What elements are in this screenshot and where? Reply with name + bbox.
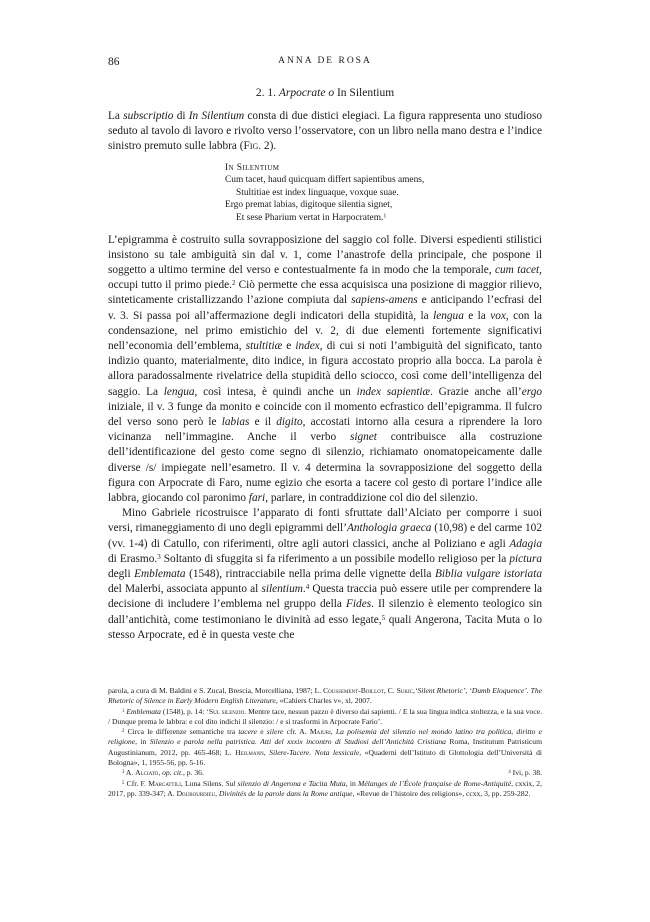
poem-line: Ergo premat labias, digitoque silentia signet, — [225, 200, 393, 211]
section-title-roman: In Silentium — [336, 87, 395, 99]
section-title — [108, 86, 542, 100]
footnote-2: $^2$ Circa le differenze semantiche tra tacere e silere cfr. A. Majuri, La polisemia del silenzio nel mondo latino tra politica, diritto e religione, in Silenzio e parola nella patristica. Atti del xxxix incontro di Studiosi dell’Antichità Cristiana Roma, Institutum Patristicum Augustinianum, 2012, pp. 465-468; L. Heilmann, Silere-Tacere. Nota lessicale, «Quaderni dell’Istituto di Glottologia dell’Università di Bologna», 1, 1955-56, pp. 5-16. — [108, 727, 543, 768]
running-head: ANNA DE ROSA — [278, 56, 372, 66]
footnote-3: $^3$ A. Alciato, op. cit., p. 36. — [122, 768, 204, 778]
poem-line: Cum tacet, haud quicquam differt sapientibus amens, — [225, 175, 425, 186]
main-text — [108, 86, 542, 643]
footnote-continuation: parola, a cura di M. Baldini e S. Zucal, Brescia, Morcelliana, 1987; L. Coussement-Boillot, C. Sukic,‘Silent Rhetoric’, ‘Dumb Eloquence’. The Rhetoric of Silence in Early Modern English Literature, «Cahiers Charles v», xl, 2007. — [108, 686, 543, 706]
intro-paragraph: La subscriptio di In Silentium consta di due distici elegiaci. La figura rappresenta uno studioso seduto al tavolo di lavoro e rivolto verso l’osservatore, con un libro nella mano destra e l’indice sinistro premuto sulle labbra (Fig. 2). — [108, 110, 542, 153]
poem-line: Stultitiae est index linguaque, voxque suae. — [236, 187, 399, 198]
footnote-ref[interactable]: 1 — [383, 213, 387, 220]
footnote-row — [108, 768, 542, 778]
section-title-italic: Arpocrate o — [278, 87, 335, 99]
footnote-ref[interactable]: 2 — [231, 279, 236, 288]
section-number: 2. 1. — [255, 87, 276, 99]
figure-reference[interactable]: Fig. 2 — [243, 140, 270, 153]
page-number: 86 — [108, 56, 120, 68]
page-header — [108, 56, 542, 72]
poem-block — [225, 162, 542, 225]
footnote-ref[interactable]: 3 — [157, 552, 161, 561]
footnote-4: $^4$ Ivi, p. 38. — [508, 768, 542, 778]
body-paragraph: L’epigramma è costruito sulla sovrapposizione del saggio col folle. Diversi espedienti stilistici insistono su tale ambiguità sin dal v. 1, come l’anastrofe della principale, che pospone il soggetto a ultimo termine del verso e contestualmente fa in modo che la temporale, cum tacet, occupi tutto il primo piede.$^2$ Ciò permette che essa acquisisca una posizione di maggior rilievo, sinteticamente cristallizzando l’azione compiuta dal sapiens-amens e anticipando l’ecfrasi del v. 3. Si passa poi all’affermazione degli indicatori della stupidità, la lengua e la vox, con la condensazione, nel primo emistichio del v. 2, di due elementi fortemente significativi nell’economia dell’emblema, stultitiæ e index, di cui si noti l’ambiguità del significato, tanto indizio quanto, materialmente, dito indice, in figura accostato proprio alla bocca. La parola è allora paradossalmente rivelatrice della stupidità dello sciocco, così come dell’intelligenza del saggio. La lengua, così intesa, è quindi anche un index sapientiæ. Grazie anche all’ergo iniziale, il v. 3 funge da monito e coincide con il momento ecfrastico dell’epigramma. Il fulcro del verso sono però le labias e il digito, accostati intorno alla cesura a riprendere la loro vicinanza nell’immagine. Anche il verbo signet contribuisce alla costruzione dell’identificazione del gesto come segno di silenzio, richiamato onomatopeicamente dalle diverse /s/ impiegate nell’esametro. Il v. 4 determina la sovrapposizione del soggetto della figura con Arpocrate di Faro, nume egizio che esorta a tacere col gesto di portare l’indice alle labbra, giocando col paronimo fari, parlare, in contraddizione col dio del silenzio. — [108, 233, 543, 505]
footnote-1: $^1$ Emblemata (1548), p. 14: ‘Sul silenzio. Mentre tace, nessun pazzo è diverso dai sapienti. / E la sua lingua indica stoltezza, e la sua voce. / Dunque prema le labbra: e col dito indichi il silenzio: / e si trasformi in Arpocrate Fario’. — [108, 706, 542, 726]
poem-title: In Silentium — [225, 162, 280, 173]
footnote-5: $^5$ Cfr. F. Marcattili, Luna Silens. Sul silenzio di Angerona e Tacita Muta, in Mélanges de l’École française de Rome-Antiquité, cxxix, 2, 2017, pp. 339-347; A. Doubourdieu, Divinités de la parole dans la Rome antique, «Revue de l’histoire des religions», ccxx, 3, pp. 259-282. — [108, 778, 542, 798]
footnotes — [108, 686, 542, 799]
footnote-ref[interactable]: 5 — [381, 613, 386, 622]
footnote-ref[interactable]: 4 — [305, 583, 310, 592]
poem-line: Et sese Pharium vertat in Harpocratem.$^1$ — [236, 212, 387, 223]
body-paragraph: Mino Gabriele ricostruisce l’apparato di fonti sfruttate dall’Alciato per comporre i suoi versi, rimaneggiamento di uno degli epigrammi dell’Anthologia graeca (10,98) e del carme 102 (vv. 1-4) di Catullo, con riferimenti, oltre agli autori classici, anche al Poliziano e agli Adagia di Erasmo.$^3$ Soltanto di sfuggita si fa riferimento a un possibile modello religioso per la pictura degli Emblemata (1548), rintracciabile nella prima delle vignette della Biblia vulgare istoriata del Malerbi, associata appunto al silentium.$^4$ Questa traccia può essere utile per comprendere la decisione di includere l’emblema nel gruppo della Fides. Il silenzio è elemento teologico sin dall’antichità, come testimoniano le divinità ad esso legate,$^5$ quali Angerona, Tacita Muta o lo stesso Arpocrate, ed è in questa veste che — [108, 507, 542, 641]
